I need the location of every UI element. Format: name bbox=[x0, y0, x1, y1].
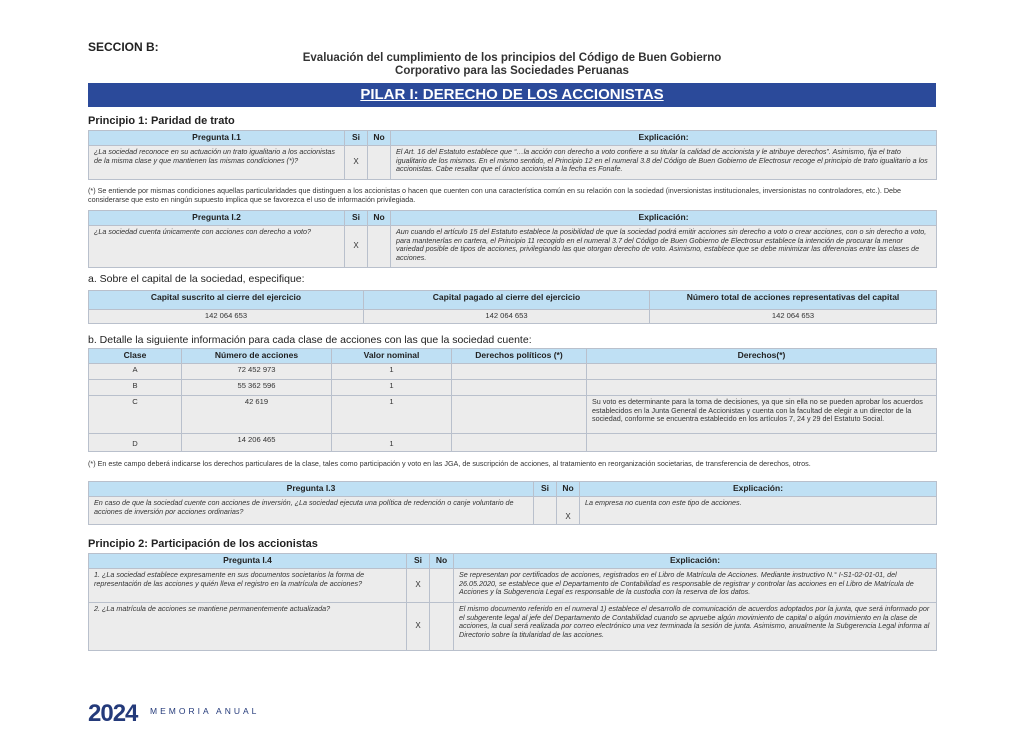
question-label: Pregunta I.3 bbox=[89, 482, 534, 497]
capital-table bbox=[88, 290, 937, 324]
si-mark bbox=[534, 497, 557, 525]
table-row bbox=[89, 396, 937, 434]
question-label: Pregunta I.4 bbox=[89, 554, 407, 569]
si-header: Si bbox=[345, 131, 368, 146]
table-row bbox=[89, 380, 937, 396]
explanation-header: Explicación: bbox=[391, 131, 937, 146]
question-i4-table bbox=[88, 553, 937, 651]
question-text: ¿La sociedad cuenta únicamente con acciones con derecho a voto? bbox=[89, 226, 345, 268]
total-shares-header: Número total de acciones representativas del capital bbox=[650, 291, 937, 310]
nominal-value-cell: 1 bbox=[332, 434, 452, 452]
nominal-value-cell: 1 bbox=[332, 364, 452, 380]
political-rights-cell bbox=[452, 434, 587, 452]
table-row bbox=[89, 569, 937, 603]
no-header: No bbox=[368, 211, 391, 226]
rights-header: Derechos(*) bbox=[587, 349, 937, 364]
rights-cell bbox=[587, 380, 937, 396]
political-rights-cell bbox=[452, 380, 587, 396]
class-cell: A bbox=[89, 364, 182, 380]
class-cell: D bbox=[89, 434, 182, 452]
question-i2-table bbox=[88, 210, 937, 268]
nominal-value-cell: 1 bbox=[332, 380, 452, 396]
capital-paid-header: Capital pagado al cierre del ejercicio bbox=[364, 291, 650, 310]
explanation-text: Aun cuando el artículo 15 del Estatuto establece la posibilidad de que la sociedad podrá emitir acciones sin derecho a voto o crear acciones, con o sin derecho a voto, para mantenerlas en cartera, el Principio 11 recogido en el numeral 3.7 del Código de Buen Gobierno de Electrosur establece la intención de procurar la menor variedad posible de tipos de acciones, privilegiando las que otorgan derecho de voto. Asimismo, establece que se debe minimizar las diferencias entre las clases de acciones. bbox=[391, 226, 937, 268]
si-mark: X bbox=[407, 603, 430, 651]
explanation-text: El mismo documento referido en el numeral 1) establece el desarrollo de comunicación de acuerdos adoptados por la junta, que será informado por el subgerente legal al jefe del Departamento de Contabilidad cuando se apruebe algún movimiento de capital o algún movimiento en la clase de acciones, la cual será realizada por correo electrónico una vez terminada la sesión de junta. Asimismo, anualmente la Subgerencia Legal informa al Directorio sobre la titularidad de las acciones. bbox=[454, 603, 937, 651]
shares-count-cell: 55 362 596 bbox=[182, 380, 332, 396]
si-header: Si bbox=[534, 482, 557, 497]
question-i1-table bbox=[88, 130, 937, 180]
explanation-header: Explicación: bbox=[391, 211, 937, 226]
shares-count-header: Número de acciones bbox=[182, 349, 332, 364]
capital-subscribed-header: Capital suscrito al cierre del ejercicio bbox=[89, 291, 364, 310]
si-header: Si bbox=[407, 554, 430, 569]
principle-1-heading: Principio 1: Paridad de trato bbox=[88, 115, 235, 127]
shares-count-cell: 42 619 bbox=[182, 396, 332, 434]
nominal-value-cell: 1 bbox=[332, 396, 452, 434]
page-title-line-1: Evaluación del cumplimiento de los principios del Código de Buen Gobierno bbox=[302, 52, 722, 64]
question-text: 1. ¿La sociedad establece expresamente en sus documentos societarios la forma de representación de las acciones y quién lleva el registro en la matrícula de acciones? bbox=[89, 569, 407, 603]
pilar-banner: PILAR I: DERECHO DE LOS ACCIONISTAS bbox=[88, 83, 936, 107]
no-header: No bbox=[430, 554, 454, 569]
si-mark: X bbox=[345, 226, 368, 268]
explanation-header: Explicación: bbox=[580, 482, 937, 497]
capital-paid-value: 142 064 653 bbox=[364, 310, 650, 324]
explanation-text: Se representan por certificados de acciones, registrados en el Libro de Matrícula de Acciones. Mediante instructivo N.° I-S1-02-01-01, del 26.05.2020, se establece que el Departamento de Contabilidad es responsable de registrar y controlar las acciones en el Libro de Matrícula de Acciones y la Subgerencia Legal es responsable de la custodia con la reserva de los datos. bbox=[454, 569, 937, 603]
no-mark: X bbox=[557, 497, 580, 525]
footnote-conditions: (*) Se entiende por mismas condiciones aquellas particularidades que distinguen a los accionistas o hacen que cuenten con una característica común en su relación con la sociedad (inversionistas institucionales, inversionistas no controladores, etc.). Debe considerarse que esto en ningún supuesto implica que se favorezca el uso de información privilegiada. bbox=[88, 186, 902, 204]
capital-heading: a. Sobre el capital de la sociedad, especifique: bbox=[88, 273, 305, 285]
shares-count-cell: 72 452 973 bbox=[182, 364, 332, 380]
shares-count-cell: 14 206 465 bbox=[182, 434, 332, 452]
annual-report-label: MEMORIA ANUAL bbox=[150, 706, 260, 716]
class-header: Clase bbox=[89, 349, 182, 364]
page-title bbox=[88, 52, 936, 78]
explanation-text: El Art. 16 del Estatuto establece que “…la acción con derecho a voto confiere a su titular la calidad de accionista y le atribuye derechos”. Asimismo, fija el trato igualitario de los mismos. En el mismo sentido, el Principio 12 en el numeral 3.8 del Código de Buen Gobierno de Electrosur recoge el principio de trato igualitario a los accionistas. Cabe resaltar que el único accionista a la fecha es Fonafe. bbox=[391, 146, 937, 180]
page-title-line-2: Corporativo para las Sociedades Peruanas bbox=[395, 65, 629, 77]
explanation-text: La empresa no cuenta con este tipo de acciones. bbox=[580, 497, 937, 525]
share-classes-heading: b. Detalle la siguiente información para cada clase de acciones con las que la sociedad cuente: bbox=[88, 334, 532, 346]
political-rights-header: Derechos políticos (*) bbox=[452, 349, 587, 364]
political-rights-cell bbox=[452, 396, 587, 434]
capital-subscribed-value: 142 064 653 bbox=[89, 310, 364, 324]
year-logo: 2024 bbox=[88, 700, 138, 727]
question-label: Pregunta I.1 bbox=[89, 131, 345, 146]
explanation-header: Explicación: bbox=[454, 554, 937, 569]
table-row bbox=[89, 364, 937, 380]
section-label: SECCION B: bbox=[88, 40, 159, 54]
total-shares-value: 142 064 653 bbox=[650, 310, 937, 324]
share-classes-table bbox=[88, 348, 937, 452]
no-mark bbox=[430, 603, 454, 651]
table-row bbox=[89, 603, 937, 651]
rights-cell: Su voto es determinante para la toma de decisiones, ya que sin ella no se pueden aprobar los acuerdos establecidos en la Junta General de Accionistas y cuenta con la facultad de elegir a un director de la sociedad, conforme se encuentra establecido en los artículos 7, 24 y 29 del Estatuto Social. bbox=[587, 396, 937, 434]
si-mark: X bbox=[345, 146, 368, 180]
no-mark bbox=[368, 146, 391, 180]
rights-cell bbox=[587, 364, 937, 380]
political-rights-cell bbox=[452, 364, 587, 380]
rights-cell bbox=[587, 434, 937, 452]
no-header: No bbox=[368, 131, 391, 146]
no-mark bbox=[368, 226, 391, 268]
table-row bbox=[89, 434, 937, 452]
class-cell: B bbox=[89, 380, 182, 396]
nominal-value-header: Valor nominal bbox=[332, 349, 452, 364]
no-header: No bbox=[557, 482, 580, 497]
si-header: Si bbox=[345, 211, 368, 226]
question-i3-table bbox=[88, 481, 937, 525]
class-cell: C bbox=[89, 396, 182, 434]
footnote-rights: (*) En este campo deberá indicarse los derechos particulares de la clase, tales como participación y voto en las JGA, de suscripción de acciones, al tratamiento en reorganización societarias, de transferencia de derechos, otros. bbox=[88, 459, 811, 468]
principle-2-heading: Principio 2: Participación de los accionistas bbox=[88, 538, 318, 550]
question-text: ¿La sociedad reconoce en su actuación un trato igualitario a los accionistas de la misma clase y que mantienen las mismas condiciones (*)? bbox=[89, 146, 345, 180]
si-mark: X bbox=[407, 569, 430, 603]
question-text: 2. ¿La matrícula de acciones se mantiene permanentemente actualizada? bbox=[89, 603, 407, 651]
question-text: En caso de que la sociedad cuente con acciones de inversión, ¿La sociedad ejecuta una política de redención o canje voluntario de acciones de inversión por acciones ordinarias? bbox=[89, 497, 534, 525]
question-label: Pregunta I.2 bbox=[89, 211, 345, 226]
no-mark bbox=[430, 569, 454, 603]
